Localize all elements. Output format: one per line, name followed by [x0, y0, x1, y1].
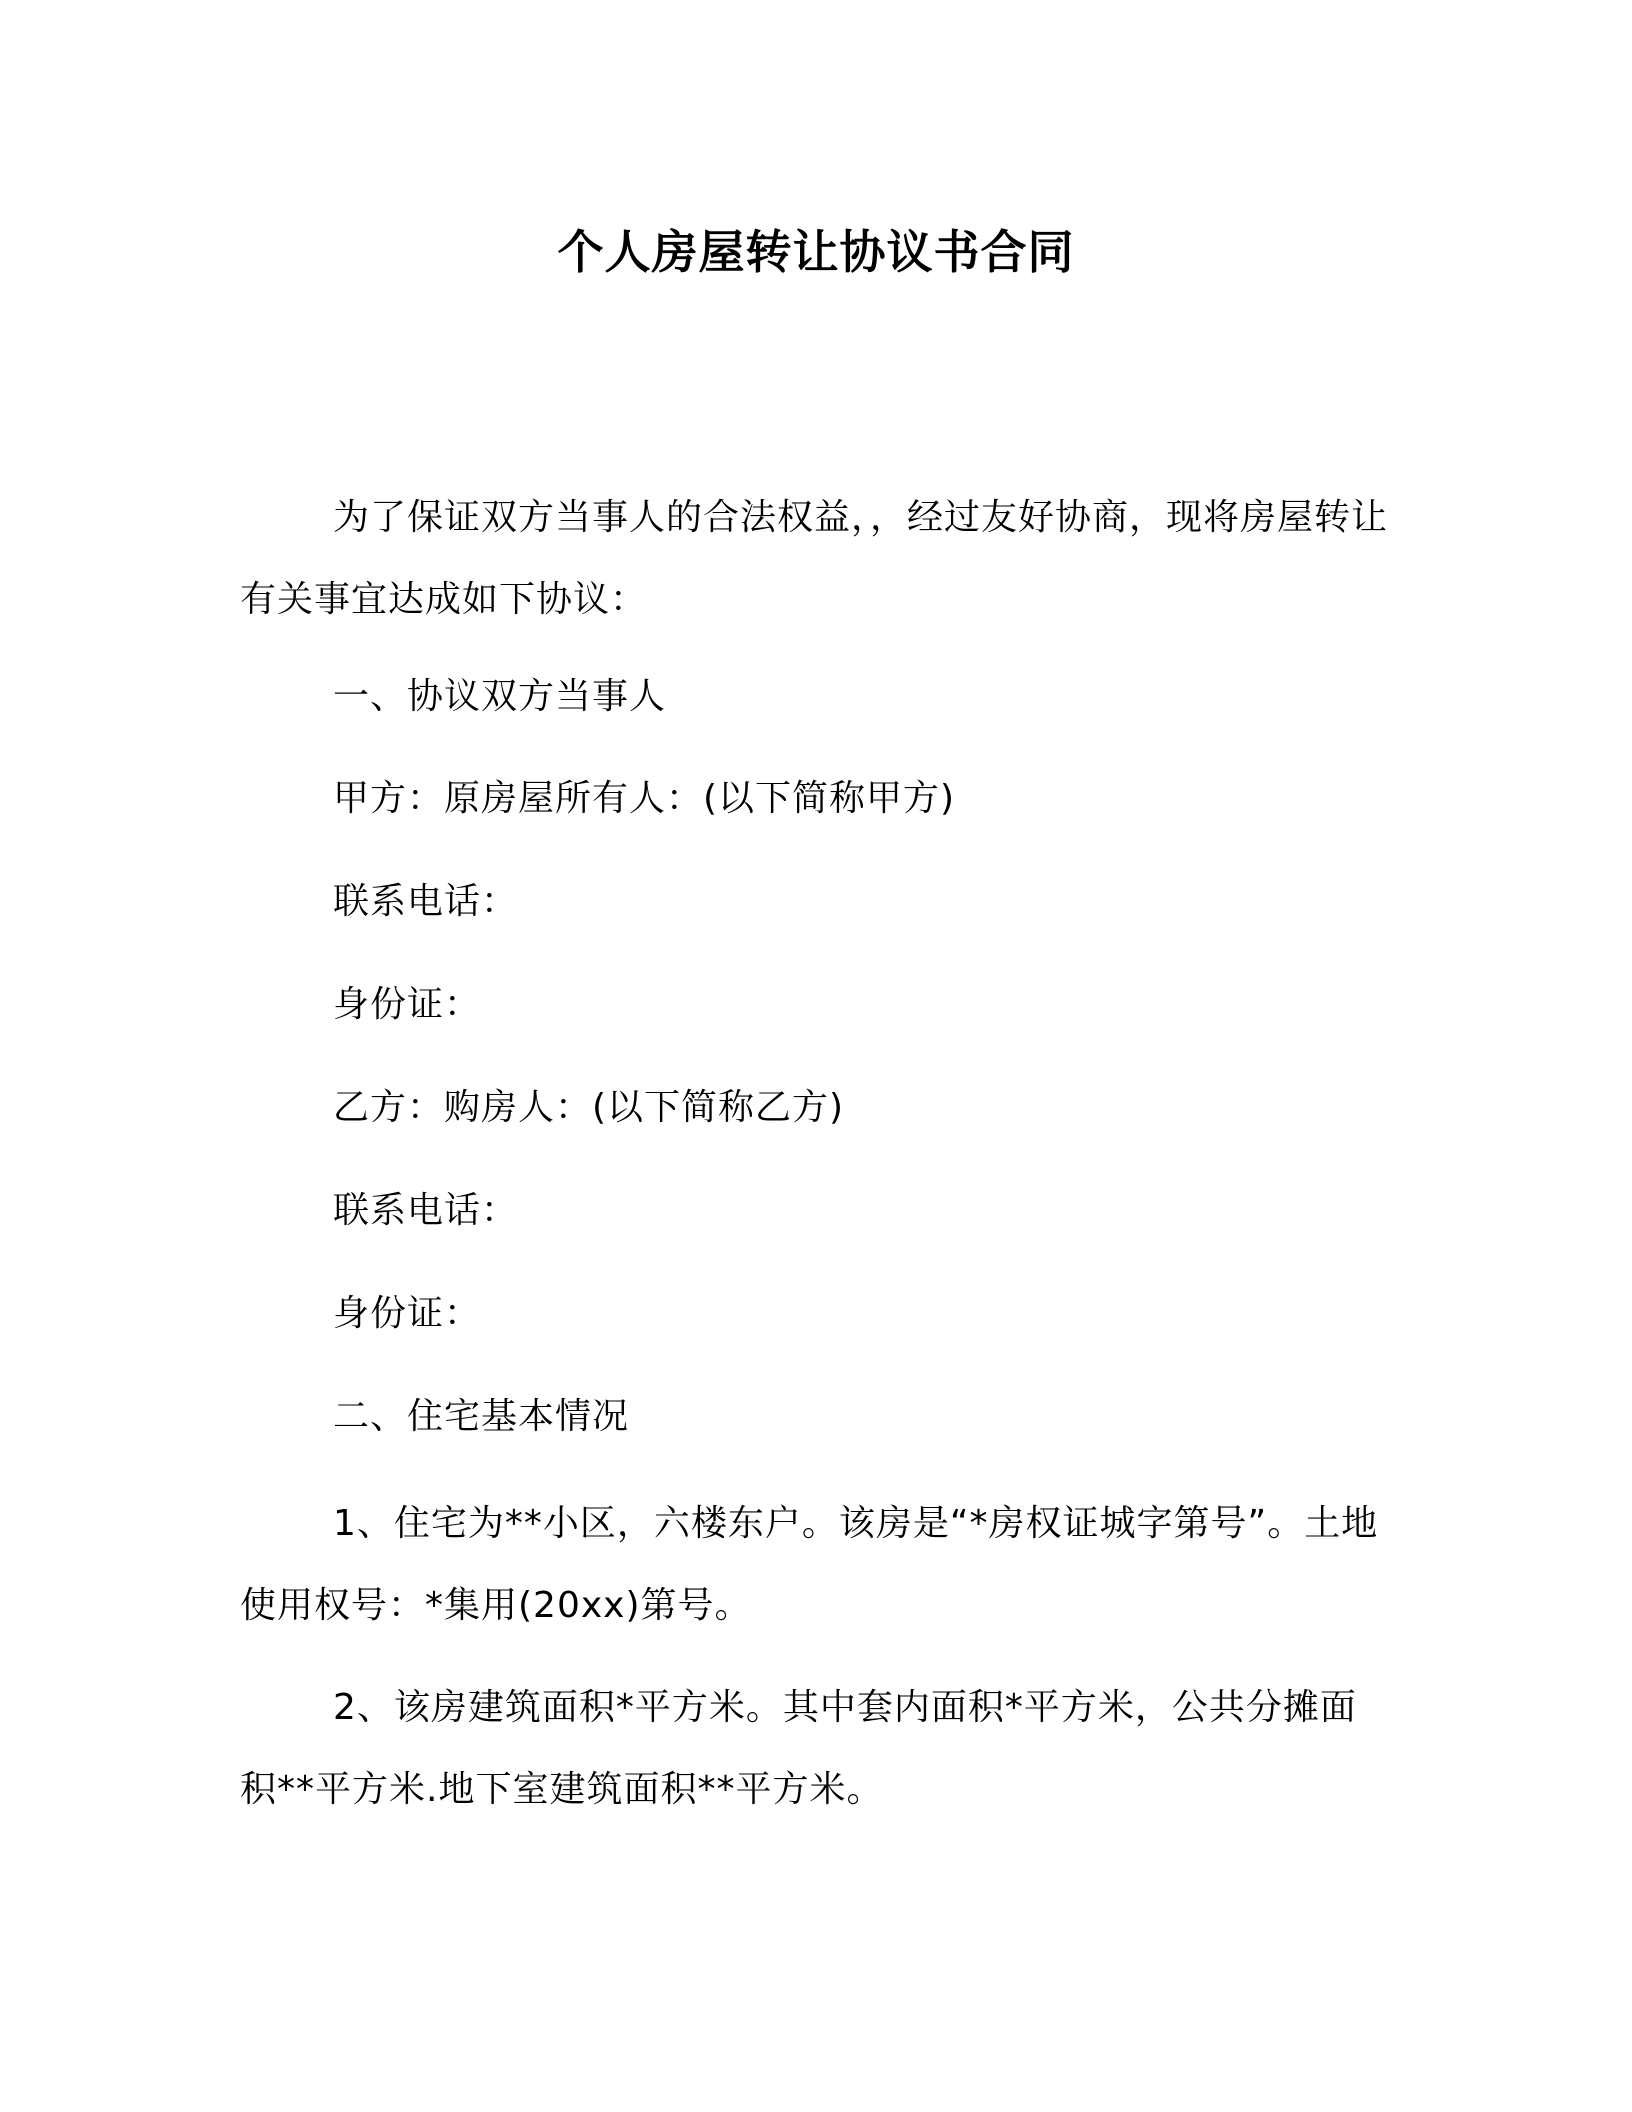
party-b-id-line: 身份证：: [333, 1293, 482, 1334]
intro-paragraph: 为了保证双方当事人的合法权益，，经过友好协商，现将房屋转让有关事宜达成如下协议：: [240, 497, 1389, 620]
party-a-phone-line: 联系电话：: [333, 881, 519, 922]
party-b-line: 乙方：购房人：(以下简称乙方): [333, 1087, 845, 1128]
section-heading-housing: 二、住宅基本情况: [333, 1396, 630, 1437]
section-heading-parties: 一、协议双方当事人: [333, 676, 667, 717]
party-b-phone-line: 联系电话：: [333, 1190, 519, 1231]
document-title: 个人房屋转让协议书合同: [557, 225, 1075, 279]
housing-item-1: 1、住宅为**小区，六楼东户。该房是“*房权证城字第号”。土地使用权号：*集用(20xx)第号。: [240, 1503, 1379, 1626]
party-a-line: 甲方：原房屋所有人：(以下简称甲方): [333, 778, 956, 819]
housing-item-2: 2、该房建筑面积*平方米。其中套内面积*平方米，公共分摊面积**平方米.地下室建筑面积**平方米。: [240, 1687, 1357, 1810]
party-a-id-line: 身份证：: [333, 984, 482, 1025]
